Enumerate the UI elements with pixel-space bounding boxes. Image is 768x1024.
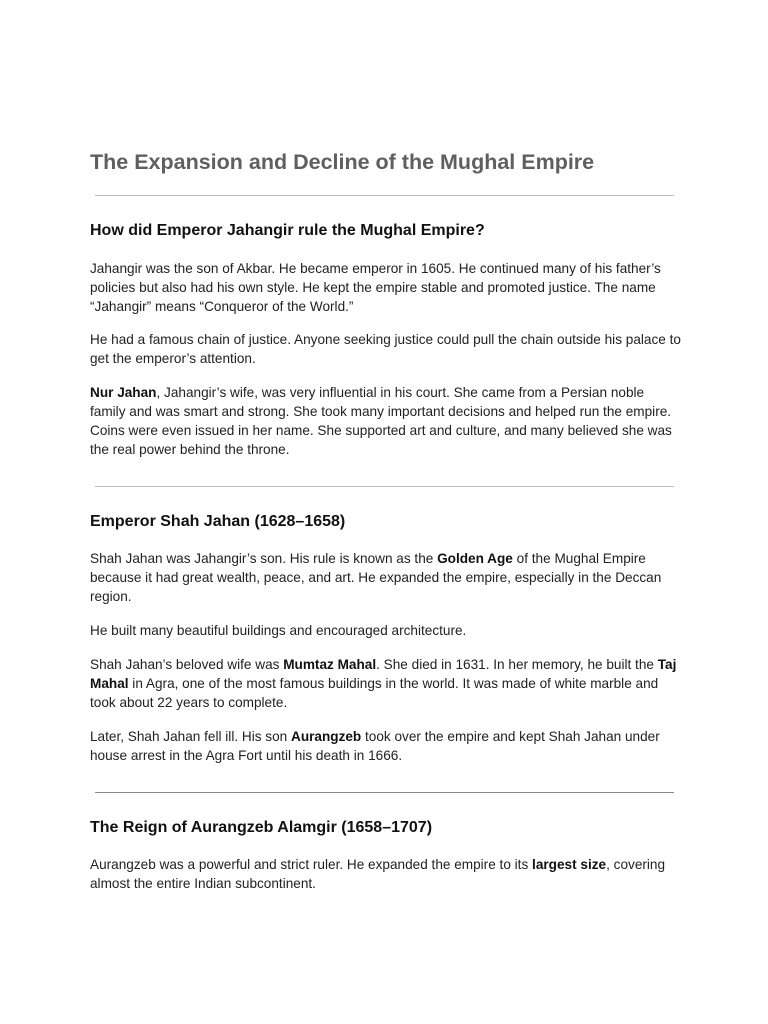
paragraph: [90, 383, 682, 459]
paragraph-text: , Jahangir’s wife, was very influential in his court. She came from a Persian noble family and was smart and strong. She took many important decisions and helped run the empire. Coins were even issued in her name. She supported art and culture, and many believed she was the real power behind the throne.: [90, 385, 672, 457]
bold-term: Mumtaz Mahal: [283, 657, 377, 672]
bold-term: largest size: [532, 857, 607, 872]
section-heading-aurangzeb: The Reign of Aurangzeb Alamgir (1658–1707): [90, 819, 433, 836]
bold-term: Nur Jahan: [90, 385, 157, 400]
paragraph-text: took over the empire and kept Shah Jahan under house arrest in the Agra Fort until his death in 1666.: [90, 729, 660, 763]
paragraph-text: . She died in 1631. In her memory, he built the: [376, 657, 658, 672]
paragraph-text: , covering almost the entire Indian subcontinent.: [90, 857, 666, 891]
paragraph-text: Later, Shah Jahan fell ill. His son: [90, 729, 291, 744]
divider: [95, 486, 674, 487]
page-title: The Expansion and Decline of the Mughal Empire: [90, 150, 595, 174]
bold-term: Taj Mahal: [90, 657, 677, 691]
paragraph-text: of the Mughal Empire because it had great wealth, peace, and art. He expanded the empire, especially in the Deccan region.: [90, 551, 662, 604]
paragraph: [90, 655, 682, 712]
paragraph-text: in Agra, one of the most famous buildings in the world. It was made of white marble and took about 22 years to complete.: [90, 676, 659, 710]
paragraph: He built many beautiful buildings and encouraged architecture.: [90, 623, 467, 638]
paragraph-text: Shah Jahan was Jahangir’s son. His rule is known as the: [90, 551, 438, 566]
section-heading-jahangir: How did Emperor Jahangir rule the Mughal Empire?: [90, 222, 485, 239]
paragraph: [90, 855, 682, 893]
divider: [95, 195, 674, 196]
paragraph: He had a famous chain of justice. Anyone seeking justice could pull the chain outside his palace to get the emperor’s attention.: [90, 332, 681, 366]
bold-term: Golden Age: [437, 551, 513, 566]
section-heading-shah-jahan: Emperor Shah Jahan (1628–1658): [90, 513, 346, 530]
paragraph-text: Aurangzeb was a powerful and strict ruler. He expanded the empire to its: [90, 857, 533, 872]
paragraph: [90, 727, 682, 765]
paragraph-text: Shah Jahan’s beloved wife was: [90, 657, 284, 672]
paragraph: [90, 549, 682, 606]
paragraph: Jahangir was the son of Akbar. He became emperor in 1605. He continued many of his father’s policies but also had his own style. He kept the empire stable and promoted justice. The name “Jahangir” means “Conqueror of the World.”: [90, 261, 661, 314]
bold-term: Aurangzeb: [291, 729, 362, 744]
divider: [95, 792, 674, 793]
